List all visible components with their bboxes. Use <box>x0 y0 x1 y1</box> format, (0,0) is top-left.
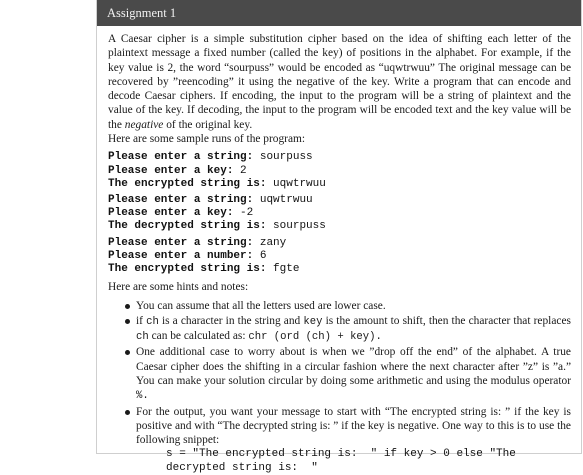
prompt-value: sourpuss <box>273 220 326 233</box>
inline-code: key <box>303 315 323 328</box>
inline-code: chr (ord (ch) + key). <box>248 331 382 344</box>
prompt-value: -2 <box>240 207 254 220</box>
prompt-label: Please enter a string: <box>108 193 254 206</box>
assignment-card <box>96 0 582 474</box>
card-body <box>97 26 581 475</box>
code-line <box>108 178 571 191</box>
prompt-value: zany <box>259 236 287 249</box>
hint-item <box>136 314 571 345</box>
prompt-value: 6 <box>259 249 267 262</box>
sample-run <box>108 194 571 234</box>
prompt-label: The decrypted string is: <box>108 220 267 233</box>
hint-item <box>136 345 571 403</box>
prompt-label: Please enter a key: <box>108 164 234 177</box>
snippet-line: s = "The encrypted string is: " if key > 0 else "The <box>166 448 516 461</box>
prompt-label: Please enter a string: <box>108 151 254 164</box>
card-header <box>97 0 581 26</box>
sample-run <box>108 237 571 277</box>
prompt-value: uqwtrwuu <box>259 193 313 206</box>
hint-item <box>136 299 571 313</box>
prompt-value: 2 <box>240 164 247 177</box>
code-line <box>108 165 571 178</box>
code-line <box>108 151 571 164</box>
hint-text: You can assume that all the letters used are lower case. <box>136 299 386 312</box>
intro-emphasis: negative <box>124 118 164 131</box>
prompt-label: Please enter a key: <box>108 207 234 220</box>
card-title: Assignment 1 <box>107 6 177 20</box>
intro-paragraph <box>108 32 571 132</box>
code-line <box>108 207 571 220</box>
hints-list <box>108 299 571 475</box>
code-line <box>108 194 571 207</box>
prompt-value: uqwtrwuu <box>273 177 326 190</box>
code-line <box>108 237 571 250</box>
hint-item <box>136 405 571 475</box>
code-snippet <box>166 448 571 474</box>
prompt-value: sourpuss <box>259 151 313 164</box>
sample-run <box>108 151 571 191</box>
intro-text: A Caesar cipher is a simple substitution cipher based on the idea of shifting each letter of the plaintext message a fixed number (called the key) of positions in the alphabet. For example, if the key value is 2, the word “sourpuss” would be encoded as “uqwtrwuu” The original message can be recovered by ”reencoding” it using the negative of the key. Write a program that can encode and decode Caesar ciphers. If encoding, the input to the program will be a string of plaintext and the value of the key. If decoding, the input to the program will be encoded text and the key value will be the <box>108 33 571 131</box>
inline-code: ch <box>146 315 159 328</box>
intro-end: of the original key. <box>166 118 253 131</box>
inline-code: %. <box>136 390 149 403</box>
snippet-line: decrypted string is: " <box>166 461 318 474</box>
hints-intro: Here are some hints and notes: <box>108 281 249 294</box>
hint-text: is a character in the string and <box>161 314 301 327</box>
code-line <box>108 263 571 276</box>
hint-text: One additional case to worry about is when we ”drop off the end” of the alphabet. A true Caesar cipher does the shifting in a circular fashion where the next character after ”z” is ”a.” You can make your solution circular by doing some arithmetic and using the modulus operator <box>136 346 571 387</box>
sample-intro: Here are some sample runs of the program: <box>108 133 306 146</box>
inline-code: ch <box>136 331 149 344</box>
hint-text: if <box>136 314 143 327</box>
prompt-label: Please enter a number: <box>108 249 254 262</box>
hint-text: is the amount to shift, then the character that replaces <box>325 314 571 327</box>
hint-text: For the output, you want your message to start with “The encrypted string is: ” if the key is positive and with “The decrypted string is: ” if the key is negative. One way to this is to use the following snippet: <box>136 405 571 447</box>
code-line <box>108 220 571 233</box>
hint-text: can be calculated as: <box>151 330 246 343</box>
code-line <box>108 250 571 263</box>
prompt-label: The encrypted string is: <box>108 263 267 275</box>
prompt-label: Please enter a string: <box>108 236 254 249</box>
prompt-value: fgte <box>273 263 300 275</box>
prompt-label: The encrypted string is: <box>108 177 267 190</box>
sample-runs <box>108 151 571 276</box>
